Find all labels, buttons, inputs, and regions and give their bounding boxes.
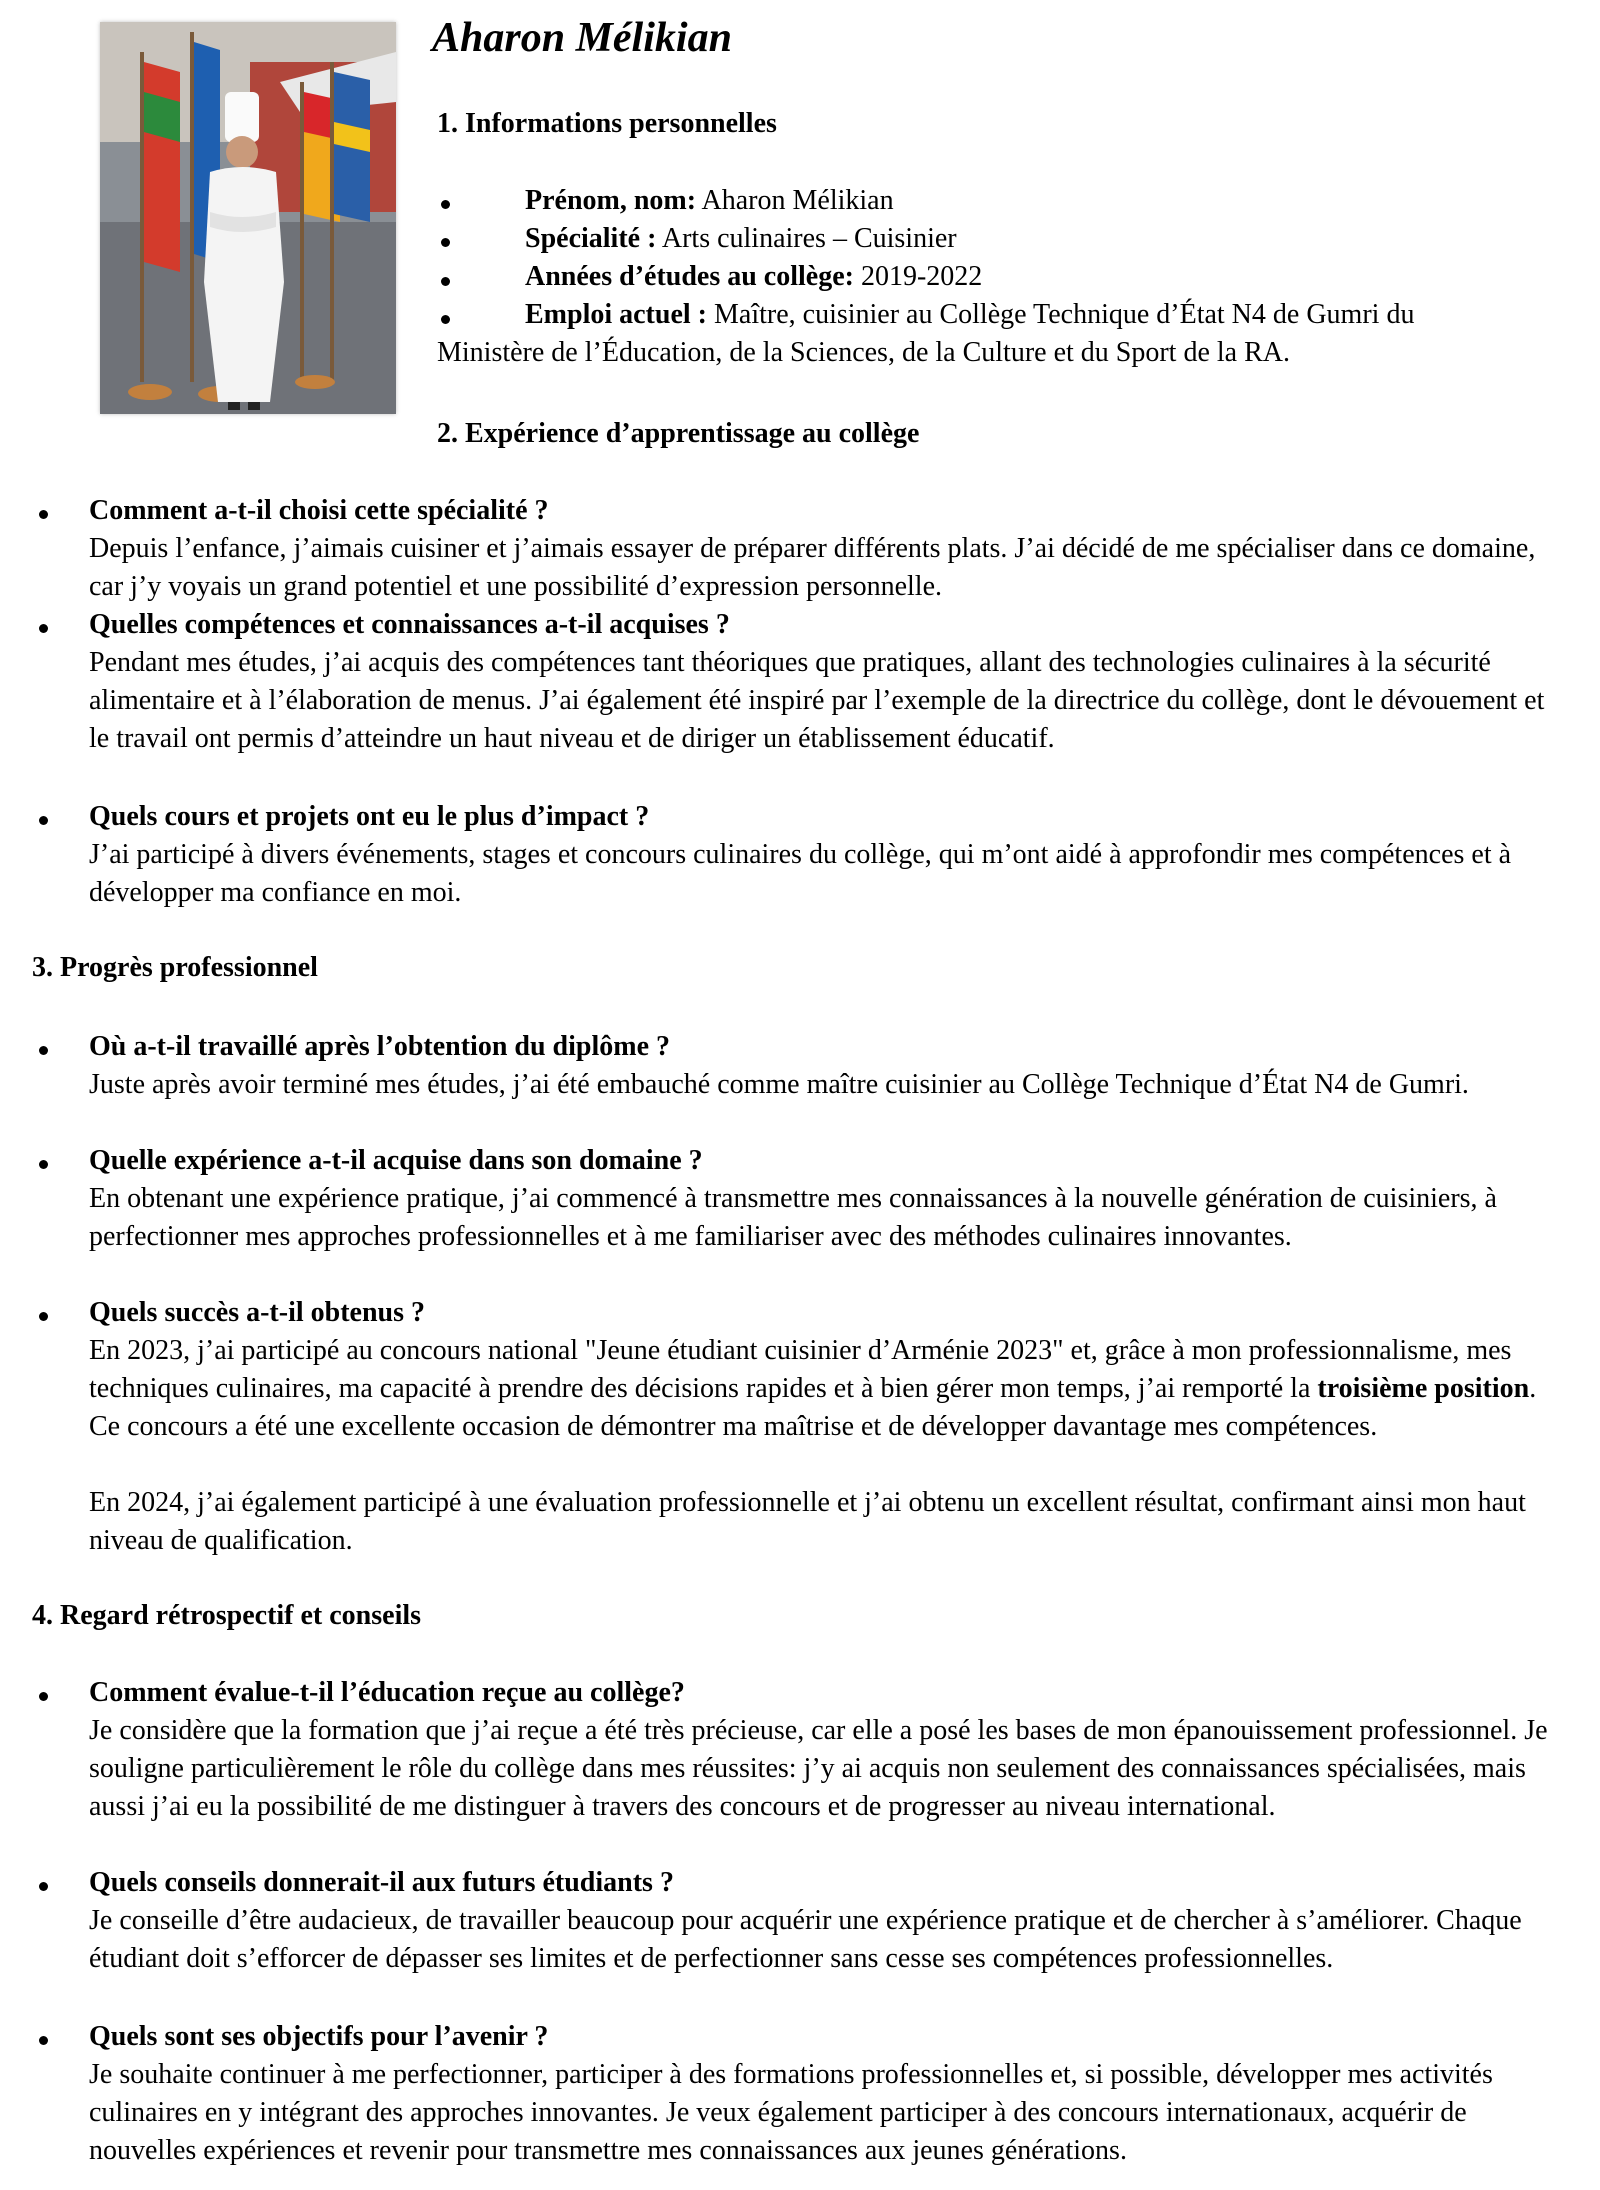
answer-experience: En obtenant une expérience pratique, j’ai commencé à transmettre mes connaissances à la nouvelle génération de cuisiniers, à perfectionner mes approches professionnelles et à me familiariser avec des méthodes culinaires innovantes.: [89, 1183, 1497, 1252]
bullet-dot: [39, 510, 48, 519]
answer-advice: Je conseille d’être audacieux, de travailler beaucoup pour acquérir une expérience pratique et de chercher à s’améliorer. Chaque étudiant doit s’efforcer de dépasser ses limites et de perfectionner sans cesse ses compétences professionnelles.: [89, 1905, 1522, 1974]
chef-portrait-photo-icon: [100, 22, 396, 414]
bullet-dot: [441, 200, 450, 209]
answer-projects: J’ai participé à divers événements, stages et concours culinaires du collège, qui m’ont aidé à approfondir mes compétences et à développer ma confiance en moi.: [89, 839, 1512, 908]
question-evaluation: Comment évalue-t-il l’éducation reçue au collège?: [89, 1677, 685, 1708]
section-heading-learning: 2. Expérience d’apprentissage au collège: [437, 418, 920, 449]
info-item-name: Prénom, nom: Aharon Mélikian: [525, 185, 894, 216]
info-item-job: Emploi actuel : Maître, cuisinier au Collège Technique d’État N4 de Gumri du: [525, 299, 1415, 330]
answer-work: Juste après avoir terminé mes études, j’ai été embauché comme maître cuisinier au Collège Technique d’État N4 de Gumri.: [89, 1069, 1469, 1100]
question-advice: Quels conseils donnerait-il aux futurs étudiants ?: [89, 1867, 674, 1898]
bullet-dot: [441, 277, 450, 286]
info-item-job-line2: Ministère de l’Éducation, de la Sciences, de la Culture et du Sport de la RA.: [437, 337, 1290, 368]
question-experience: Quelle expérience a-t-il acquise dans son domaine ?: [89, 1145, 703, 1176]
answer-evaluation: Je considère que la formation que j’ai reçue a été très précieuse, car elle a posé les bases de mon épanouissement professionnel. Je souligne particulièrement le rôle du collège dans mes réussites: j’y ai acquis non seulement des connaissances spécialisées, mais aussi j’ai eu la possibilité de me distinguer à travers des concours et de progresser au niveau international.: [89, 1715, 1548, 1822]
answer-skills: Pendant mes études, j’ai acquis des compétences tant théoriques que pratiques, allant des technologies culinaires à la sécurité alimentaire et à l’élaboration de menus. J’ai également été inspiré par l’exemple de la directrice du collège, dont le dévouement et le travail ont permis d’atteindre un haut niveau et de diriger un établissement éducatif.: [89, 647, 1545, 754]
answer-goals: Je souhaite continuer à me perfectionner, participer à des formations professionnelles et, si possible, développer mes activités culinaires en y intégrant des approches innovantes. Je veux également participer à des concours internationaux, acquérir de nouvelles expériences et revenir pour transmettre mes connaissances aux jeunes générations.: [89, 2059, 1493, 2166]
question-choice: Comment a-t-il choisi cette spécialité ?: [89, 495, 549, 526]
answer-choice: Depuis l’enfance, j’aimais cuisiner et j’aimais essayer de préparer différents plats. J’ai décidé de me spécialiser dans ce domaine, car j’y voyais un grand potentiel et une possibilité d’expression personnelle.: [89, 533, 1536, 602]
profile-photo: [100, 22, 396, 414]
bullet-dot: [39, 624, 48, 633]
bullet-dot: [39, 1692, 48, 1701]
question-goals: Quels sont ses objectifs pour l’avenir ?: [89, 2021, 549, 2052]
question-projects: Quels cours et projets ont eu le plus d’impact ?: [89, 801, 650, 832]
question-work: Où a-t-il travaillé après l’obtention du diplôme ?: [89, 1031, 670, 1062]
question-success: Quels succès a-t-il obtenus ?: [89, 1297, 425, 1328]
bullet-dot: [39, 1312, 48, 1321]
bullet-dot: [441, 315, 450, 324]
bullet-dot: [39, 2036, 48, 2045]
bullet-dot: [441, 238, 450, 247]
section-heading-personal-info: 1. Informations personnelles: [437, 108, 777, 139]
bullet-dot: [39, 816, 48, 825]
bullet-dot: [39, 1046, 48, 1055]
question-skills: Quelles compétences et connaissances a-t-il acquises ?: [89, 609, 730, 640]
info-item-specialty: Spécialité : Arts culinaires – Cuisinier: [525, 223, 957, 254]
section-heading-progress: 3. Progrès professionnel: [32, 952, 318, 983]
answer-success-2024: En 2024, j’ai également participé à une évaluation professionnelle et j’ai obtenu un excellent résultat, confirmant ainsi mon haut niveau de qualification.: [89, 1487, 1526, 1556]
section-heading-retrospective: 4. Regard rétrospectif et conseils: [32, 1600, 422, 1631]
bullet-dot: [39, 1882, 48, 1891]
highlight-third-position: troisième position: [1317, 1373, 1530, 1404]
bullet-dot: [39, 1160, 48, 1169]
answer-success: En 2023, j’ai participé au concours national "Jeune étudiant cuisinier d’Arménie 2023" et, grâce à mon professionnalisme, mes techniques culinaires, ma capacité à prendre des décisions rapides et à bien gérer mon temps, j’ai remporté la troisième position. Ce concours a été une excellente occasion de démontrer ma maîtrise et de développer davantage mes compétences.: [89, 1335, 1537, 1442]
info-item-years: Années d’études au collège: 2019-2022: [525, 261, 983, 292]
profile-name: Aharon Mélikian: [432, 15, 732, 61]
